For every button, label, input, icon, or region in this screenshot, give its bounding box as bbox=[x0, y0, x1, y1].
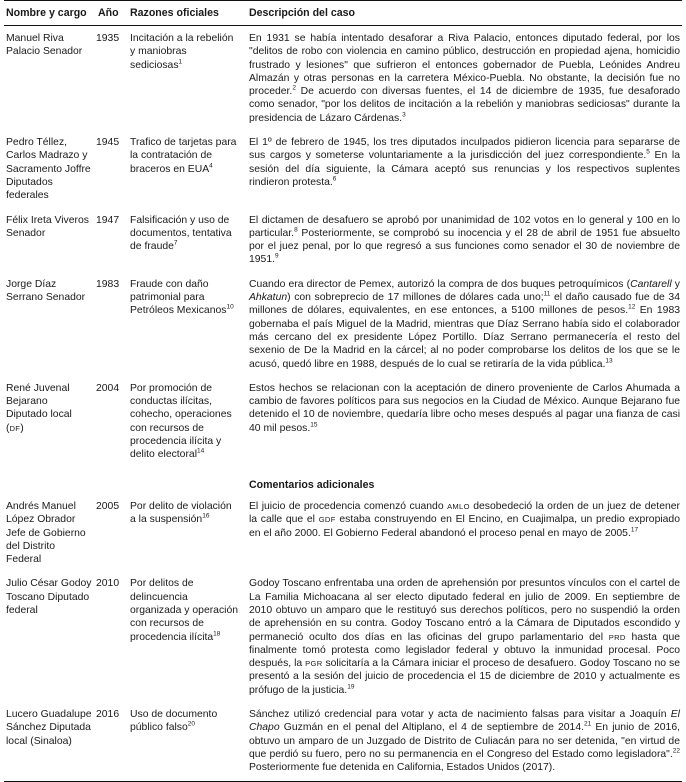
person-name: Pedro Téllez, Carlos Madrazo y Sacramento Joffre Diputados federales bbox=[6, 137, 91, 202]
footnote-ref: 7 bbox=[173, 239, 178, 247]
acronym: PRD bbox=[608, 632, 626, 642]
table-row bbox=[4, 573, 682, 704]
cell-name: René Juvenal Bejarano Diputado local (DF) bbox=[6, 382, 72, 434]
footnote-ref: 10 bbox=[226, 303, 234, 311]
table-row bbox=[4, 274, 682, 378]
description-text: Godoy Toscano enfrentaba una orden de aprehensión por presuntos vínculos con el cartel de La Familia Michoacana al ser electo diputado federal en julio de 2009. En septiembre de 2010 obtuvo un amparo que le restituyó sus derechos políticos, pero no suspendió la orden de aprehensión en su contra. Godoy Toscano entró a la Cámara de Diputados escondido y permaneció oculto dos días en las oficinas del grupo parlamentario del bbox=[249, 578, 680, 643]
footnote-ref: 16 bbox=[202, 512, 210, 520]
person-name: Jorge Díaz Serrano Senador bbox=[6, 278, 86, 304]
table-row bbox=[4, 496, 682, 573]
official-reason: Por promoción de conductas ilícitas, cohecho, operaciones con recursos de procedencia ilícita y delito electoral bbox=[130, 382, 232, 461]
document-page bbox=[4, 0, 682, 782]
acronym: GDF bbox=[318, 515, 336, 525]
footnote-ref: 19 bbox=[347, 683, 355, 691]
footnote-ref: 3 bbox=[402, 111, 406, 119]
cell-year bbox=[96, 26, 128, 133]
description-text: Posteriormente, se comprobó su inocencia y el 28 de abril de 1951 fue absuelto por el juez penal, por lo que regresó a sus funciones como senador el 30 de noviembre de 1951. bbox=[249, 227, 680, 266]
case-year: 2005 bbox=[96, 500, 120, 512]
description-text: En la sesión del día siguiente, la Cámara aceptó sus renuncias y los respectivos suplentes rindieron protesta. bbox=[249, 150, 681, 188]
description-text: solicitaría a la Cámara iniciar el proceso de desafuero. Godoy Toscano no se presentó a la sesión del juicio de procedencia el 15 de diciembre de 2010 y actualmente es prófugo de la justicia. bbox=[249, 658, 680, 696]
cell-reason bbox=[128, 378, 243, 469]
cell-reason bbox=[128, 132, 243, 209]
person-name: Lucero Guadalupe Sánchez Diputada local (Sinaloa) bbox=[6, 709, 92, 747]
cell-reason bbox=[128, 274, 243, 378]
table-row bbox=[4, 378, 682, 469]
footnote-ref: 22 bbox=[672, 747, 680, 755]
official-reason: Falsificación y uso de documentos, tentativa de fraude bbox=[130, 214, 232, 253]
cell-reason bbox=[128, 704, 243, 781]
italic-name: Ahkatun bbox=[249, 292, 288, 304]
subheader-comentarios: Comentarios adicionales bbox=[249, 478, 375, 491]
cell-description bbox=[243, 496, 682, 573]
case-year: 2010 bbox=[96, 578, 120, 590]
person-name: René Juvenal Bejarano Diputado local bbox=[6, 382, 72, 421]
description-text: ) con sobreprecio de 17 millones de dólares cada uno; bbox=[287, 292, 544, 304]
footnote-ref: 2 bbox=[292, 84, 296, 92]
desafuero-cases-table bbox=[4, 0, 682, 782]
italic-name: Cantarell bbox=[630, 278, 672, 290]
footnote-ref: 8 bbox=[294, 226, 298, 234]
cell-description bbox=[243, 573, 682, 704]
footnote-ref: 1 bbox=[178, 58, 183, 66]
footnote-ref: 13 bbox=[605, 357, 613, 365]
cell-description bbox=[243, 132, 682, 209]
person-name: Félix Ireta Viveros Senador bbox=[6, 214, 89, 239]
cell-year bbox=[96, 704, 128, 781]
description-text: Posteriormente fue detenida en California, Estados Unidos (2017). bbox=[249, 762, 556, 774]
footnote-ref: 15 bbox=[310, 421, 318, 429]
table-row bbox=[4, 704, 682, 781]
description-text: y bbox=[671, 278, 681, 290]
cell-year bbox=[96, 210, 128, 274]
footnote-ref: 12 bbox=[628, 303, 636, 311]
cell-description bbox=[243, 378, 682, 469]
description-text: Guzmán en el penal del Altiplano, el 4 de septiembre de 2014. bbox=[279, 722, 584, 734]
description-text: hasta que finalmente tomó protesta como legislador federal y obtuvo la inmunidad procesal. Poco después, la bbox=[249, 631, 681, 670]
cell-name bbox=[4, 573, 96, 704]
description-text: El dictamen de desafuero se aprobó por unanimidad de 102 votos en lo general y 100 en lo particular. bbox=[249, 214, 680, 239]
cell-description bbox=[243, 210, 682, 274]
description-text: Sánchez utilizó credencial para votar y acta de nacimiento falsas para visitar a Joaquín bbox=[249, 709, 671, 721]
footnote-ref: 18 bbox=[213, 630, 221, 638]
table-row bbox=[4, 26, 682, 133]
official-reason: Por delitos de delincuencia organizada y operación con recursos de procedencia ilícita bbox=[130, 578, 239, 643]
cell-name bbox=[4, 210, 96, 274]
italic-name: El Chapo bbox=[249, 709, 680, 734]
table-row bbox=[4, 210, 682, 274]
description-text: Cuando era director de Pemex, autorizó la compra de dos buques petroquímicos ( bbox=[249, 278, 631, 290]
empty-cell bbox=[96, 469, 128, 496]
person-name: Julio César Godoy Toscano Diputado federal bbox=[6, 578, 92, 616]
cell-reason bbox=[128, 26, 243, 133]
official-reason: Uso de documento público falso bbox=[130, 709, 218, 734]
official-reason: Fraude con daño patrimonial para Petróleos Mexicanos bbox=[130, 278, 227, 317]
header-year: Año bbox=[98, 7, 119, 19]
cell-year bbox=[96, 274, 128, 378]
cell-reason bbox=[128, 496, 243, 573]
footnote-ref: 20 bbox=[187, 720, 195, 728]
cell-year bbox=[96, 132, 128, 209]
official-reason: Por delito de violación a la suspensión bbox=[130, 500, 232, 526]
case-year: 1935 bbox=[96, 33, 120, 44]
subheader-row bbox=[4, 469, 682, 496]
person-name: Manuel Riva Palacio Senador bbox=[6, 33, 83, 58]
footnote-ref: 17 bbox=[630, 526, 639, 534]
footnote-ref: 11 bbox=[543, 290, 551, 298]
description-text: estaba construyendo en El Encino, en Cuajimalpa, un predio expropiado en el año 2000. El Gobierno Federal abandonó el proceso penal en mayo de 2005. bbox=[249, 514, 680, 539]
acronym: PGR bbox=[305, 659, 323, 669]
case-year: 1945 bbox=[96, 137, 120, 149]
cell-name bbox=[4, 26, 96, 133]
cell-description bbox=[243, 26, 682, 133]
footnote-ref: 6 bbox=[332, 175, 337, 183]
footnote-ref: 14 bbox=[197, 447, 205, 455]
description-text: El juicio de procedencia comenzó cuando bbox=[249, 500, 448, 512]
case-year: 2004 bbox=[96, 382, 120, 394]
cell-year bbox=[96, 378, 128, 469]
header-reasons: Razones oficiales bbox=[130, 7, 219, 19]
description-text: En 1931 se había intentado desaforar a Riva Palacio, entonces diputado federal, por los "delitos de robo con violencia en camino público, destrucción en propiedad ajena, homicidio frustrado y lesiones" que sufrieron el entonces gobernador de Puebla, Leónides Andreu Almazán y otras personas en la carretera México-Puebla. No obstante, la decisión fue no proceder. bbox=[249, 33, 680, 98]
cell-name bbox=[4, 274, 96, 378]
table-row bbox=[4, 132, 682, 209]
header-description: Descripción del caso bbox=[249, 7, 355, 19]
name-abbrev: DF bbox=[9, 423, 21, 433]
cell-year bbox=[96, 496, 128, 573]
footnote-ref: 5 bbox=[646, 148, 650, 156]
cell-description bbox=[243, 704, 682, 781]
cell-reason bbox=[128, 573, 243, 704]
official-reason: Incitación a la rebelión y maniobras sediciosas bbox=[130, 33, 234, 71]
description-text: el daño causado fue de 34 millones de dólares, equivalentes, en ese entonces, a 5100 millones de pesos. bbox=[249, 292, 680, 317]
footnote-ref: 9 bbox=[275, 252, 279, 260]
table-body bbox=[4, 26, 682, 782]
empty-cell bbox=[128, 469, 243, 496]
empty-cell bbox=[4, 469, 96, 496]
acronym: AMLO bbox=[447, 501, 470, 511]
cell-year bbox=[96, 573, 128, 704]
cell-name bbox=[4, 496, 96, 573]
footnote-ref: 21 bbox=[584, 720, 592, 728]
person-name: Andrés Manuel López Obrador Jefe de Gobierno del Distrito Federal bbox=[6, 500, 86, 566]
description-text: El 1º de febrero de 1945, los tres diputados inculpados pidieron licencia para separarse de sus cargos y someterse voluntariamente a la jurisdicción del juez correspondiente. bbox=[249, 137, 680, 162]
case-year: 1947 bbox=[96, 214, 120, 226]
cell-name bbox=[4, 704, 96, 781]
official-reason: Trafico de tarjetas para la contratación de braceros en EUA bbox=[130, 137, 237, 175]
case-year: 2016 bbox=[96, 709, 120, 721]
description-text: En 1983 gobernaba el país Miguel de la Madrid, mientras que Díaz Serrano había sido el colaborador más cercano del ex presidente López Portillo. Díaz Serrano permanecería el resto del sexenio de De la Madrid en la cárcel; al no poder comprobarse los delitos de los que se le acusó, quedó libre en 1988, después de lo cual se retiraría de la vida pública. bbox=[249, 305, 681, 370]
cell-description bbox=[243, 274, 682, 378]
cell-reason bbox=[128, 210, 243, 274]
case-year: 1983 bbox=[96, 278, 120, 290]
description-text: desobedeció la orden de un juez de detener la calle que el bbox=[249, 500, 680, 526]
footnote-ref: 4 bbox=[209, 162, 213, 170]
cell-name bbox=[4, 132, 96, 209]
description-text: Estos hechos se relacionan con la aceptación de dinero proveniente de Carlos Ahumada a cambio de favores políticos para sus negocios en la Ciudad de México. Aunque Bejarano fue detenido el 10 de noviembre, quedaría libre ocho meses después al pagar una fianza de casi 40 mil pesos. bbox=[249, 382, 680, 434]
description-text: De acuerdo con diversas fuentes, el 14 de diciembre de 1935, fue desaforado como senador, "por los delitos de incitación a la rebelión y maniobras sediciosas" durante la presidencia de Lázaro Cárdenas. bbox=[249, 86, 680, 124]
header-name: Nombre y cargo bbox=[6, 7, 87, 19]
description-text: En junio de 2016, obtuvo un amparo de un Juzgado de Distrito de Culiacán para no ser detenida, "en virtud de que perdió su fuero, pero no su permanencia en el Congreso del Estado como legisladora". bbox=[249, 722, 680, 760]
table-header bbox=[4, 1, 682, 26]
